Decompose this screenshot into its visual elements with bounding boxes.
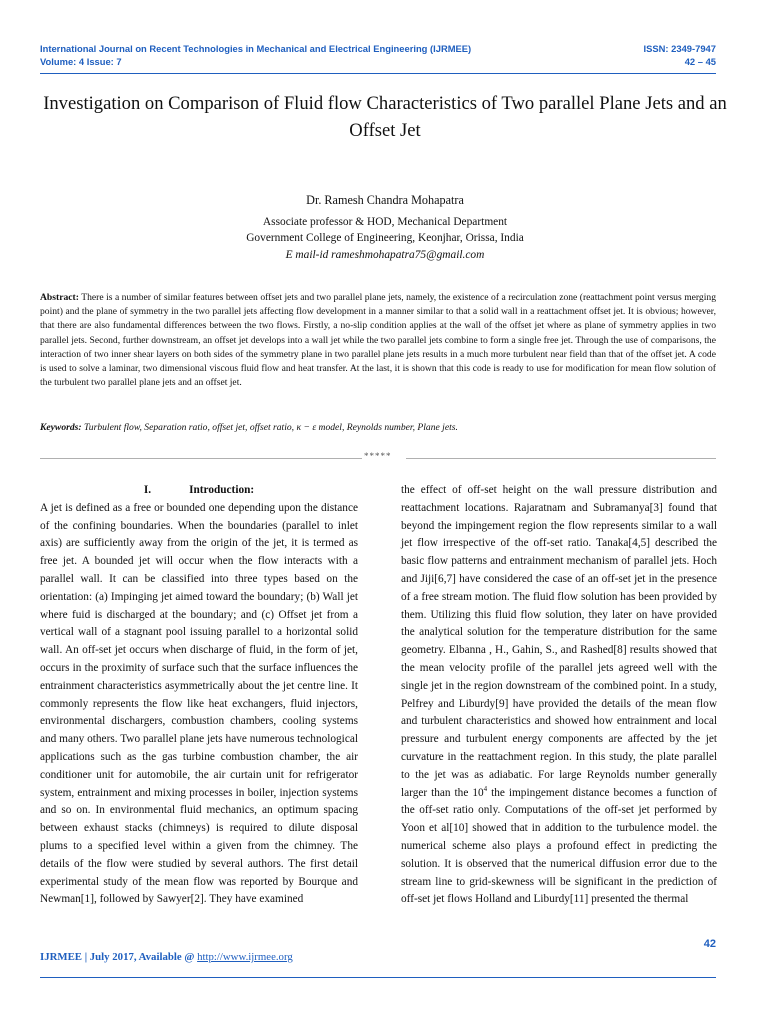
author-email: E mail-id rameshmohapatra75@gmail.com [285,248,485,261]
header-rule [40,73,716,74]
keywords-text: Turbulent flow, Separation ratio, offset jet, offset ratio, κ − ε model, Reynolds number, Plane jets. [83,422,458,433]
author-position: Associate professor & HOD, Mechanical Department [262,216,508,229]
right-column-text-2: the impingement distance becomes a function of the off-set ratio only. Computations of the off-set jet performed by Yoon et al[10] showed that in addition to the turbulence model. the numerical scheme also plays a profound effect in predicting the solution. It is observed that the numerical diffusion error due to the stream line to grid-skewness will be significant in the prediction of off-set jet flows Holland and Liburdy[11] presented the thermal [401,786,717,906]
left-column-text: A jet is defined as a free or bounded one depending upon the distance of the confining boundaries. When the boundaries (parallel to inlet axis) are sufficiently away from the origin of the jet, it is termed as free jet. A bounded jet will occur when the flow interacts with a parallel wall. It can be classified into three types based on the orientation: (a) Impinging jet aimed toward the boundary; (b) Wall jet where fuid is discharged at the boundary; and (c) Offset jet from a vertical wall of a stagnant pool issuing parallel to a horizontal solid wall. An off-set jet occurs when discharge of fluid, in the form of jet, occurs in the proximity of surface such that the surface influences the entrainment characteristics asymmetrically about the jet centre line. It commonly represents the flow like heat exchangers, fluid injectors, environmental dischargers, combustion chambers, cooling systems and many others. Two parallel plane jets have numerous technological applications such as the gas turbine combustion chamber, the air conditioner unit for automobile, the air curtain unit for refrigerator system, entrainment and mixing processes in boiler, injection systems and so on. In environmental fluid mechanics, an optimum spacing between exhaust stacks (chimneys) is required to dilute disposal plums to a specified level within a given from the chimney. The details of the flow were studied by several authors. The first detail experimental study of the mean flow was reported by Bourque and Newman[1], followed by Sawyer[2]. They have examined [40,501,358,906]
footer-text: IJRMEE | July 2017, Available @ [40,951,198,963]
divider-line-right [406,458,716,459]
superscript-exponent: 4 [483,784,488,793]
footer-link[interactable]: http://www.ijrmee.org [197,951,293,963]
issn: ISSN: 2349-7947 [643,43,716,54]
right-column-text-1: the effect of off-set height on the wall pressure distribution and reattachment locations. Rajaratnam and Subramanya[3] found that beyond the impingement region the flow represents similar to a wall jet flow irrespective of the off-set ratio. Tanaka[4,5] described the basic flow patterns and entrainment mechanism of parallel jets. Hoch and Jiji[6,7] have considered the case of an off-set jet in the presence of a free stream motion. The fluid flow solution has been provided by them. Utilizing this fluid flow solution, they later on have provided the analytical solution for the temperature distribution for the same geometry. Elbanna , H., Gahin, S., and Rashed[8] results showed that the mean velocity profile of the parallel jets agreed well with the single jet in the region downstream of the combined point. In a study, Pelfrey and Liburdy[9] have provided the details of the mean flow and turbulent characteristics and showed how entrainment and local pressure and turbulent energy components are affected by the jet curvature in the reattachment region. In this study, the plate parallel to the jet was as adiabatic. For large Reynolds number generally larger than the 10 [401,484,717,799]
left-column [40,482,358,909]
abstract-label: Abstract: [40,292,79,303]
volume-issue: Volume: 4 Issue: 7 [40,56,122,67]
footer-rule [40,977,716,978]
section-divider [40,452,716,464]
header-right [644,42,716,68]
right-column [401,482,717,909]
keywords-label: Keywords: [40,422,82,433]
section-title: Introduction: [189,484,255,496]
author-institution: Government College of Engineering, Keonjhar, Orissa, India [246,232,524,245]
abstract-text: There is a number of similar features between offset jets and two parallel plane jets, namely, the existence of a recirculation zone (reattachment point versus merging point) and the plane of symmetry in the two parallel jets affecting flow development in a manner similar to that a solid wall in a reattachment offset jet. It is obvious; however, that there are also fundamental differences between the two flows. Firstly, a no-slip condition applies at the wall of the offset jet where as plane of symmetry applies in two parallel jets. Second, further downstream, an offset jet develops into a wall jet while the two parallel jets combine to form a single free jet. Through the use of comparisons, the interaction of two inner shear layers on both sides of the symmetry plane in two parallel plane jets results in a much more turbulent near field than that of the offset jet. A code is used to solve a laminar, two dimensional viscous fluid flow and heat transfer. At the last, it is shown that this code is ready to use for modification for mean flow solution of the turbulent two parallel plane jets and an offset jet. [40,292,716,389]
abstract [40,291,716,390]
divider-stars: ***** [364,451,392,461]
footer [40,951,293,963]
section-number: I. [143,484,152,496]
paper-title: Investigation on Comparison of Fluid flow Characteristics of Two parallel Plane Jets and an Offset Jet [43,93,727,141]
author-name: Dr. Ramesh Chandra Mohapatra [306,193,464,207]
section-heading [40,482,358,500]
author-block [100,192,670,263]
header-left [40,42,471,68]
divider-line-left [40,458,362,459]
page-range: 42 – 45 [684,56,716,67]
journal-name: International Journal on Recent Technologies in Mechanical and Electrical Engineering (IJRMEE) [40,43,472,54]
keywords [40,421,716,435]
page-number: 42 [703,938,716,950]
